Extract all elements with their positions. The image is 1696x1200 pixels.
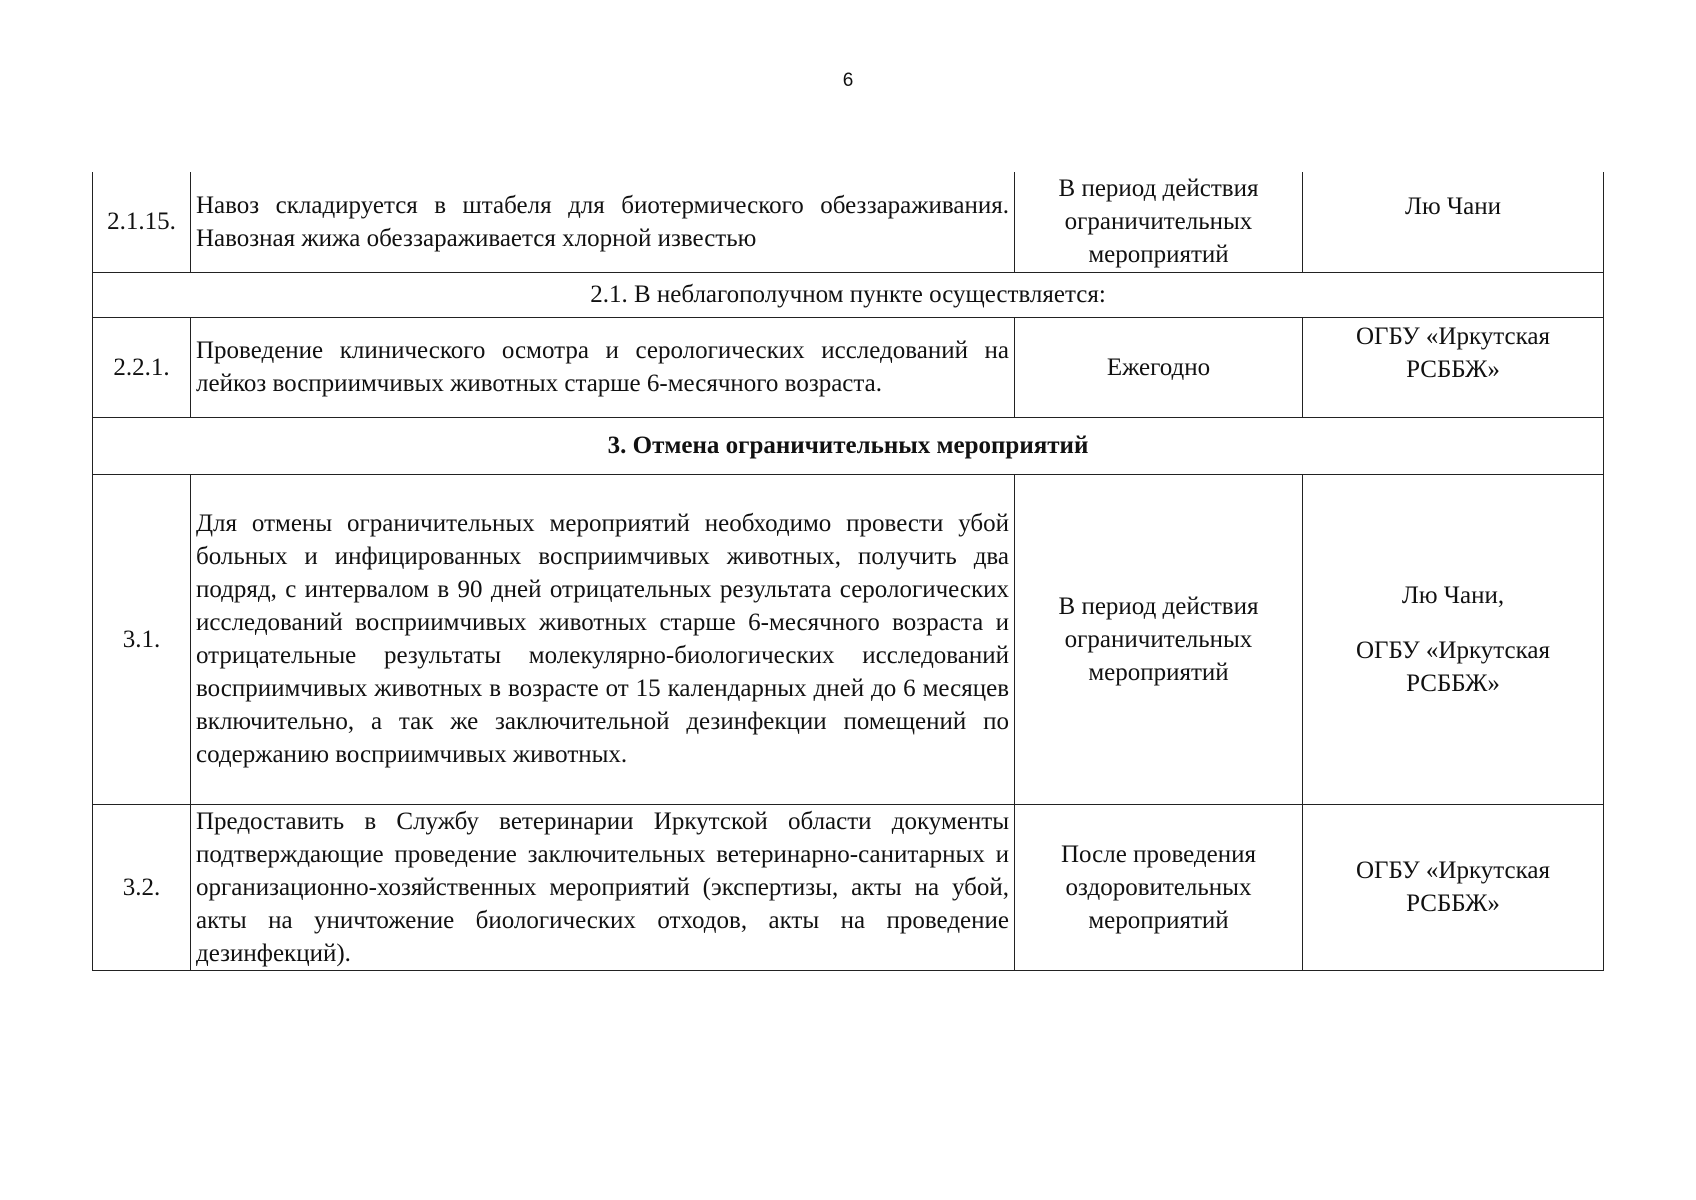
measure-responsible: ОГБУ «Иркутская РСББЖ» <box>1303 317 1604 417</box>
row-number: 3.1. <box>93 474 191 804</box>
measure-responsible <box>1303 474 1604 804</box>
measures-table <box>92 172 1604 971</box>
measure-text: Навоз складируется в штабеля для биотермического обеззараживания. Навозная жижа обеззараживается хлорной известью <box>191 172 1015 272</box>
table-row <box>93 474 1604 804</box>
section-row <box>93 272 1604 317</box>
section-heading: 3. Отмена ограничительных мероприятий <box>93 417 1604 474</box>
measure-responsible: Лю Чани <box>1303 172 1604 272</box>
measure-term: После проведения оздоровительных мероприятий <box>1015 804 1303 970</box>
measure-term: Ежегодно <box>1015 317 1303 417</box>
section-row <box>93 417 1604 474</box>
spacer <box>1308 612 1598 634</box>
measure-responsible: ОГБУ «Иркутская РСББЖ» <box>1303 804 1604 970</box>
measure-term: В период действия ограничительных мероприятий <box>1015 172 1303 272</box>
row-number: 2.2.1. <box>93 317 191 417</box>
table-row <box>93 172 1604 272</box>
measure-text: Предоставить в Службу ветеринарии Иркутской области документы подтверждающие проведение заключительных ветеринарно-санитарных и организационно-хозяйственных мероприятий (экспертизы, акты на убой, акты на уничтожение биологических отходов, акты на проведение дезинфекций). <box>191 804 1015 970</box>
row-number: 2.1.15. <box>93 172 191 272</box>
table-row <box>93 804 1604 970</box>
table-row <box>93 317 1604 417</box>
section-heading: 2.1. В неблагополучном пункте осуществляется: <box>93 272 1604 317</box>
page-number: 6 <box>842 70 854 91</box>
measure-text: Проведение клинического осмотра и серологических исследований на лейкоз восприимчивых животных старше 6-месячного возраста. <box>191 317 1015 417</box>
measure-term: В период действия ограничительных мероприятий <box>1015 474 1303 804</box>
responsible-line: Лю Чани, <box>1401 581 1505 609</box>
measure-text: Для отмены ограничительных мероприятий необходимо провести убой больных и инфицированных восприимчивых животных, получить два подряд, с интервалом в 90 дней отрицательных результата серологических исследований восприимчивых животных старше 6-месячного возраста и отрицательные результаты молекулярно-биологических исследований восприимчивых животных в возрасте от 15 календарных дней до 6 месяцев включительно, а так же заключительной дезинфекции помещений по содержанию восприимчивых животных. <box>191 474 1015 804</box>
row-number: 3.2. <box>93 804 191 970</box>
responsible-line: ОГБУ «Иркутская РСББЖ» <box>1356 636 1550 697</box>
